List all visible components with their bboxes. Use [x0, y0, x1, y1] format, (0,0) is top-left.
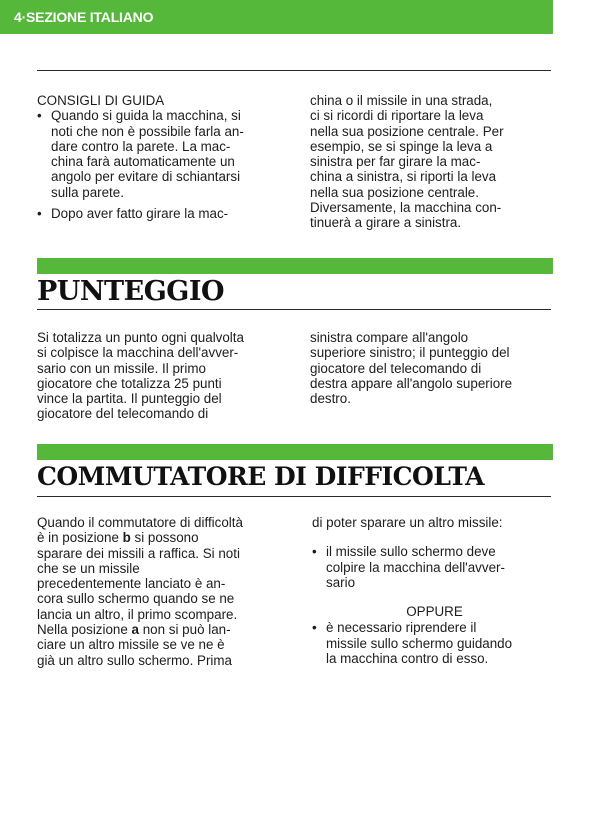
- oppure-label: OPPURE: [406, 604, 463, 620]
- punteggio-rule: [37, 309, 551, 310]
- commutatore-heading: COMMUTATORE DI DIFFICOLTA: [37, 462, 484, 491]
- commutatore-col2-intro: di poter sparare un altro missile:: [312, 515, 503, 530]
- commutatore-col-1: [37, 515, 287, 668]
- punteggio-col-1: [37, 330, 287, 422]
- commutatore-col-2: [312, 515, 557, 666]
- consigli-col-2: [310, 93, 555, 231]
- punteggio-col-2: [310, 330, 555, 406]
- position-b-letter: b: [122, 530, 131, 546]
- punteggio-col2-text: sinistra compare all'angolo superiore sinistro; il punteggio del giocatore del telecomando di destra appare all'angolo superiore destro.: [310, 330, 513, 407]
- bullet-icon: •: [37, 108, 42, 124]
- section-title: 4·SEZIONE ITALIANO: [14, 9, 154, 25]
- bullet-icon: •: [312, 544, 317, 560]
- commutatore-col1-part-a: Quando il commutatore di difficoltà è in posizione: [37, 515, 243, 546]
- consigli-bullet-2-text: Dopo aver fatto girare la mac-: [51, 206, 229, 222]
- top-rule: [37, 70, 551, 71]
- commutatore-col1-part-d: non si può lan- ciare un altro missile se ve ne è già un altro sullo schermo. Prima: [37, 622, 232, 668]
- punteggio-heading: PUNTEGGIO: [37, 276, 224, 307]
- commutatore-bullet-2-text: è necessario riprendere il missile sullo schermo guidando la macchina contro di esso.: [326, 620, 513, 667]
- commutatore-green-bar: [37, 444, 553, 460]
- consigli-heading: CONSIGLI DI GUIDA: [37, 93, 165, 108]
- consigli-bullet-2: [37, 206, 282, 221]
- commutatore-bullet-1-text: il missile sullo schermo deve colpire la macchina dell'avver- sario: [326, 544, 505, 590]
- bullet-icon: •: [37, 206, 42, 222]
- consigli-col2-text: china o il missile in una strada, ci si ricordi di riportare la leva nella sua posizione centrale. Per esempio, se si spinge la leva a sinistra per far girare la mac- china a sinistra, si riporti la leva nella sua posizione centrale. Diversamente, la macchina con- tinuerà a girare a sinistra.: [310, 93, 504, 231]
- consigli-bullet-1-text: Quando si guida la macchina, si noti che non è possibile farla an- dare contro la parete. La mac- china farà automaticamente un angolo per evitare di schiantarsi sulla parete.: [51, 108, 244, 200]
- position-a-letter: a: [131, 622, 139, 638]
- commutatore-rule: [37, 496, 551, 497]
- consigli-col-1: [37, 93, 282, 221]
- commutatore-col1-part-c: si possono sparare dei missili a raffica. Si noti che se un missile precedentemente lanciato è an- cora sullo schermo quando se ne lancia un altro, il primo scompare. Nella posizione: [37, 530, 240, 638]
- commutatore-bullet-1: [312, 544, 557, 590]
- header-bar: [0, 0, 553, 34]
- consigli-bullet-1: [37, 108, 282, 200]
- commutatore-bullet-2: [312, 620, 557, 666]
- punteggio-col1-text: Si totalizza un punto ogni qualvolta si colpisce la macchina dell'avver- sario con un missile. Il primo giocatore che totalizza 25 punti vince la partita. Il punteggio del giocatore del telecomando di: [37, 330, 244, 422]
- commutatore-col1-text: [37, 515, 287, 668]
- punteggio-green-bar: [37, 258, 553, 274]
- bullet-icon: •: [312, 620, 317, 636]
